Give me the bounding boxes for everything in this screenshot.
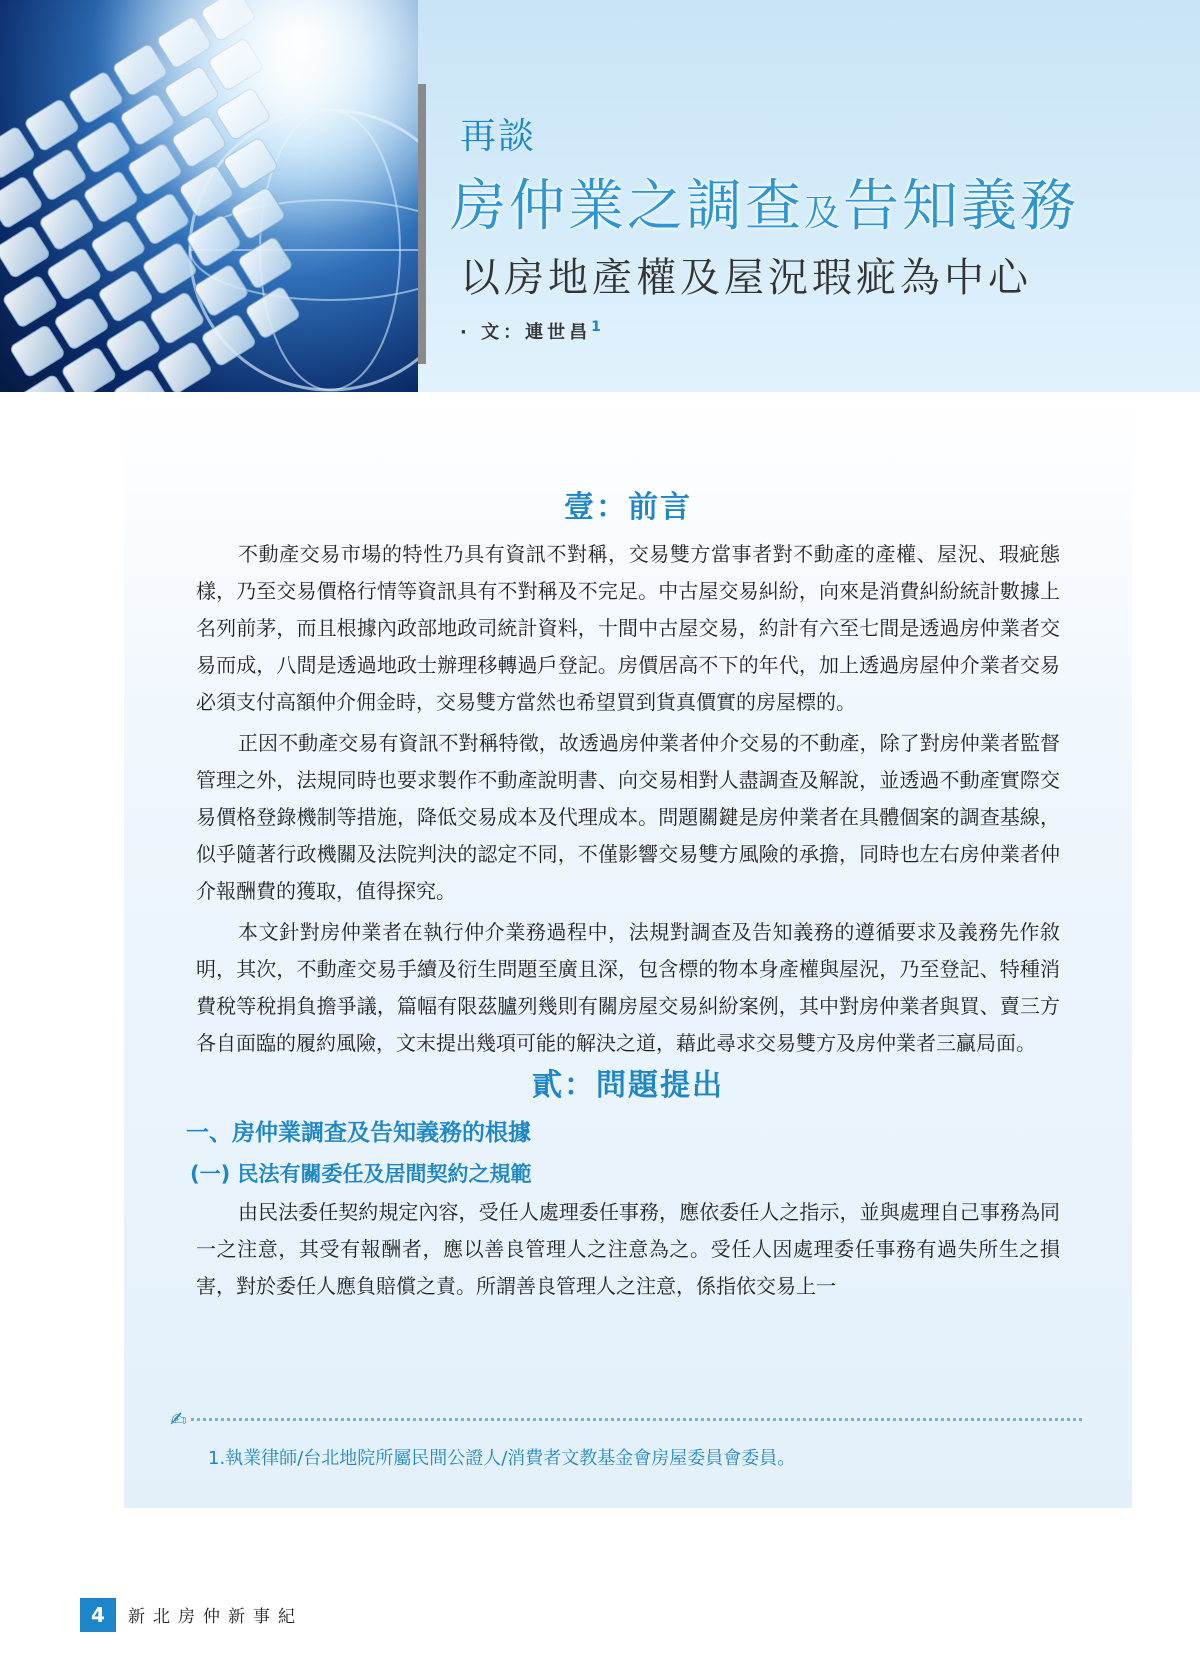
intro-paragraph-1: 不動產交易市場的特性乃具有資訊不對稱，交易雙方當事者對不動產的產權、屋況、瑕疵態樣，乃至交易價格行情等資訊具有不對稱及不完足。中古屋交易糾紛，向來是消費糾紛統計數據上名列前茅，而且根據內政部地政司統計資料，十間中古屋交易，約計有六至七間是透過房仲業者交易而成，八間是透過地政士辦理移轉過戶登記。房價居高不下的年代，加上透過房屋仲介業者交易必須支付高額仲介佣金時，交易雙方當然也希望買到貨真價實的房屋標的。 bbox=[196, 542, 1060, 714]
article-kicker: 再談 bbox=[460, 116, 537, 157]
header-accent-bar bbox=[418, 84, 426, 364]
subsection-heading: 一、房仲業調查及告知義務的根據 bbox=[186, 1120, 531, 1146]
intro-paragraph-2: 正因不動產交易有資訊不對稱特徵，故透過房仲業者仲介交易的不動產，除了對房仲業者監督管理之外，法規同時也要求製作不動產說明書、向交易相對人盡調查及解說，並透過不動產實際交易價格登錄機制等措施，降低交易成本及代理成本。問題關鍵是房仲業者在具體個案的調查基線，似乎隨著行政機關及法院判決的認定不同，不僅影響交易雙方風險的承擔，同時也左右房仲業者仲介報酬費的獲取，值得探究。 bbox=[196, 731, 1060, 903]
keyboard-illustration bbox=[0, 0, 418, 392]
footnote-divider bbox=[170, 1407, 1082, 1431]
dotted-rule bbox=[191, 1418, 1082, 1421]
article-byline bbox=[460, 318, 601, 344]
problem-paragraph-1: 由民法委任契約規定內容，受任人處理委任事務，應依委任人之指示，並與處理自己事務為同一之注意，其受有報酬者，應以善良管理人之注意為之。受任人因處理委任事務有過失所生之損害，對於委任人應負賠償之責。所謂善良管理人之注意，係指依交易上一 bbox=[196, 1200, 1060, 1298]
intro-paragraph-3: 本文針對房仲業者在執行仲介業務過程中，法規對調查及告知義務的遵循要求及義務先作敘明，其次，不動產交易手續及衍生問題至廣且深，包含標的物本身產權與屋況，乃至登記、特種消費稅等稅捐負擔爭議，篇幅有限茲臚列幾則有關房屋交易糾紛案例，其中對房仲業者與買、賣三方各自面臨的履約風險，文末提出幾項可能的解決之道，藉此尋求交易雙方及房仲業者三贏局面。 bbox=[196, 920, 1060, 1055]
byline-author: · 文：連世昌 bbox=[460, 322, 592, 343]
article-header bbox=[0, 0, 1200, 392]
article-title bbox=[450, 162, 1079, 242]
article-subtitle: 以房地產權及屋況瑕疵為中心 bbox=[460, 255, 1032, 301]
section-title-problem: 貳：問題提出 bbox=[532, 1068, 724, 1103]
keyboard-globe-image bbox=[0, 0, 418, 392]
byline-footnote-ref[interactable]: 1 bbox=[591, 319, 601, 335]
title-connector: 及 bbox=[804, 193, 844, 234]
footnote-1: 1.執業律師/台北地院所屬民間公證人/消費者文教基金會房屋委員會委員。 bbox=[208, 1448, 796, 1469]
section-title-intro: 壹：前言 bbox=[564, 490, 692, 525]
title-part-2: 告知義務 bbox=[843, 174, 1080, 239]
magazine-name: 新北房仲新事紀 bbox=[128, 1607, 303, 1627]
article-body bbox=[186, 488, 1060, 1309]
title-part-1: 房仲業之調查 bbox=[450, 174, 804, 239]
pen-writing-icon: ✍ bbox=[170, 1407, 187, 1431]
page-number: 4 bbox=[80, 1598, 116, 1632]
sub-subsection-heading: (一) 民法有關委任及居間契約之規範 bbox=[190, 1162, 532, 1186]
